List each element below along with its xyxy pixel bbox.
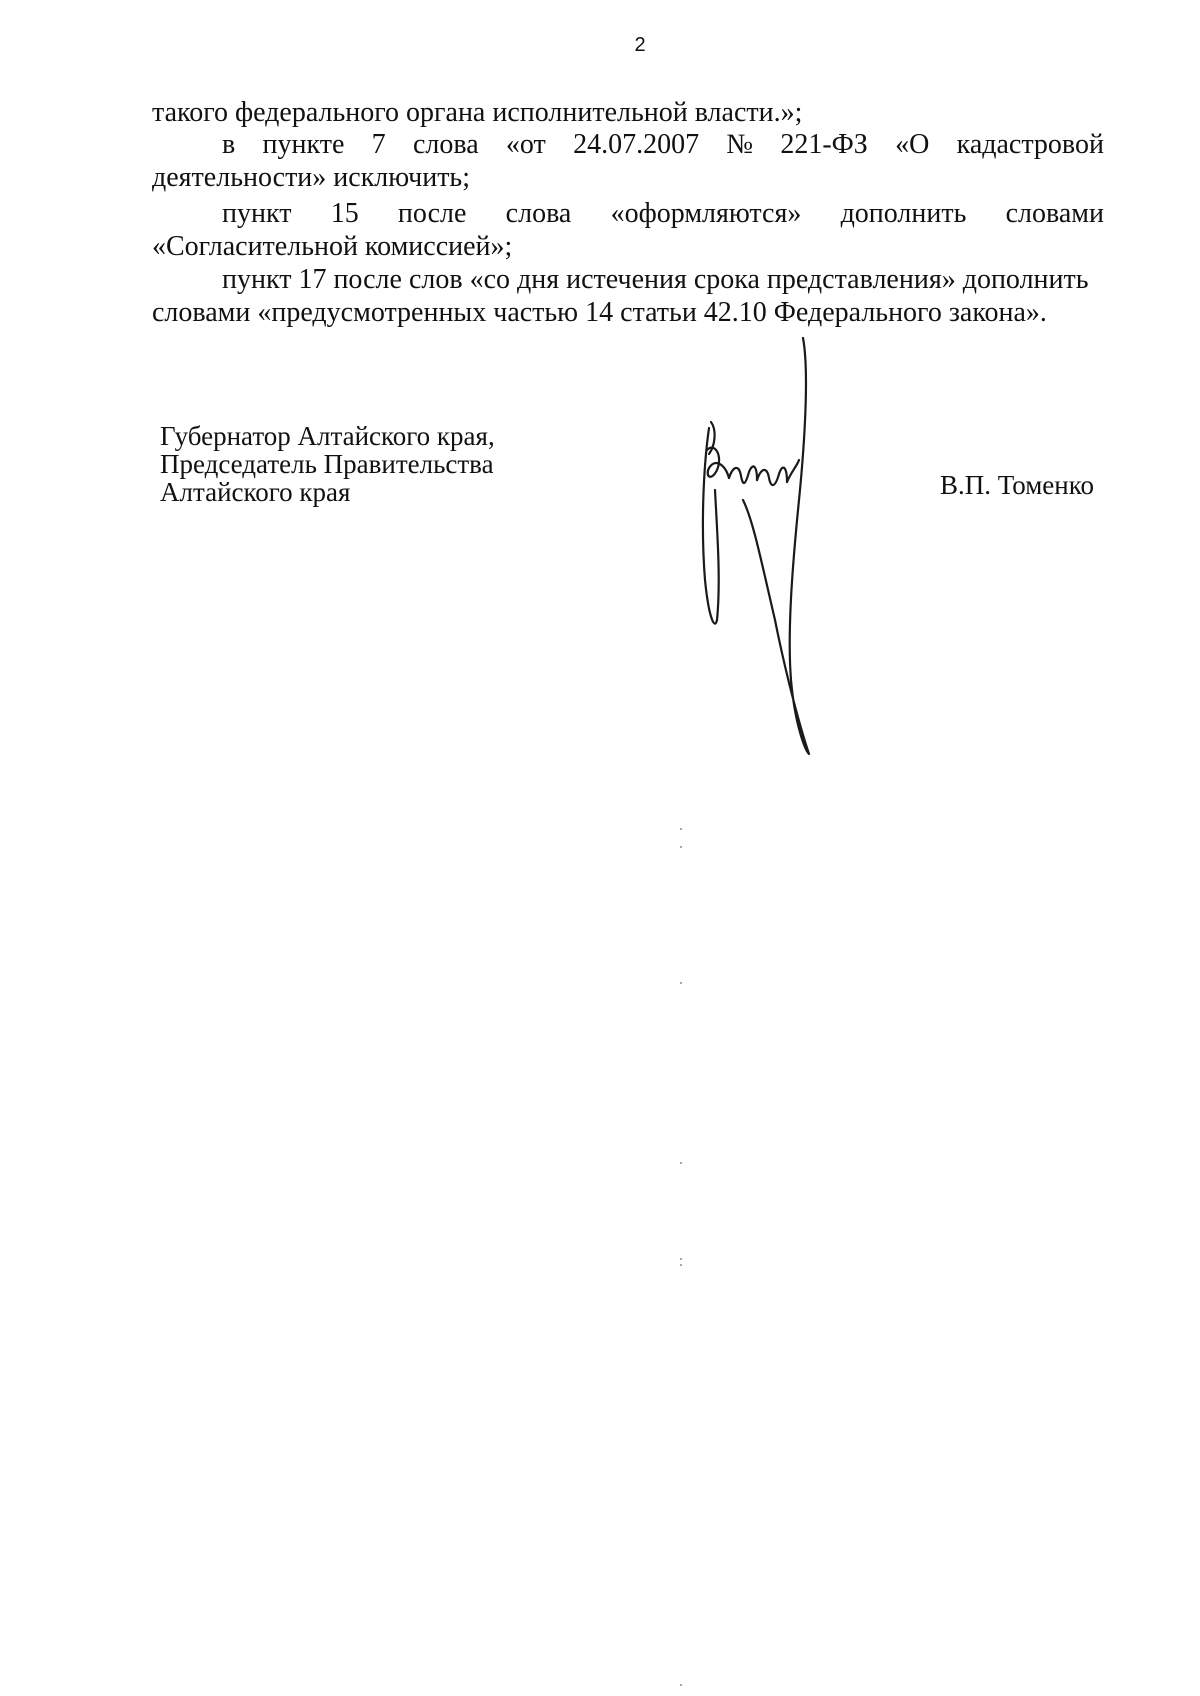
scan-speck	[680, 1264, 682, 1266]
word: слова	[505, 198, 572, 229]
body-line-3: деятельности» исключить;	[152, 162, 470, 193]
signatory-title-line-2: Председатель Правительства	[160, 449, 494, 479]
body-line-6: пункт 17 после слов «со дня истечения срока представления» дополнить	[222, 264, 1089, 295]
signatory-name: В.П. Томенко	[940, 470, 1094, 500]
word: 7	[371, 129, 386, 160]
scan-speck	[680, 828, 682, 830]
word: «О	[895, 129, 930, 160]
word: 15	[330, 198, 359, 229]
word: 221-ФЗ	[780, 129, 868, 160]
word: пункт	[222, 198, 292, 229]
word: дополнить	[840, 198, 967, 229]
scan-speck	[680, 1162, 682, 1164]
scan-speck	[680, 1258, 682, 1260]
signatory-title-line-3: Алтайского края	[160, 477, 351, 507]
word: «от	[505, 129, 546, 160]
word: «оформляются»	[610, 198, 802, 229]
word: 24.07.2007	[573, 129, 700, 160]
word: №	[726, 129, 754, 160]
word: в	[222, 129, 236, 160]
scan-speck	[680, 846, 682, 848]
body-line-1: такого федерального органа исполнительной власти.»;	[152, 97, 803, 128]
page-number: 2	[634, 34, 646, 56]
word: пункте	[262, 129, 345, 160]
word: кадастровой	[956, 129, 1104, 160]
word: словами	[1005, 198, 1104, 229]
word: слова	[412, 129, 479, 160]
scan-speck	[680, 1684, 682, 1686]
body-line-5: «Согласительной комиссией»;	[152, 231, 513, 262]
handwritten-signature	[695, 330, 855, 760]
body-line-2	[152, 128, 1104, 161]
body-line-4	[152, 197, 1104, 230]
body-line-7: словами «предусмотренных частью 14 статьи 42.10 Федерального закона».	[152, 297, 1047, 328]
word: после	[397, 198, 467, 229]
scan-speck	[680, 982, 682, 984]
signatory-title-line-1: Губернатор Алтайского края,	[160, 421, 495, 451]
signatory-title	[160, 422, 495, 506]
